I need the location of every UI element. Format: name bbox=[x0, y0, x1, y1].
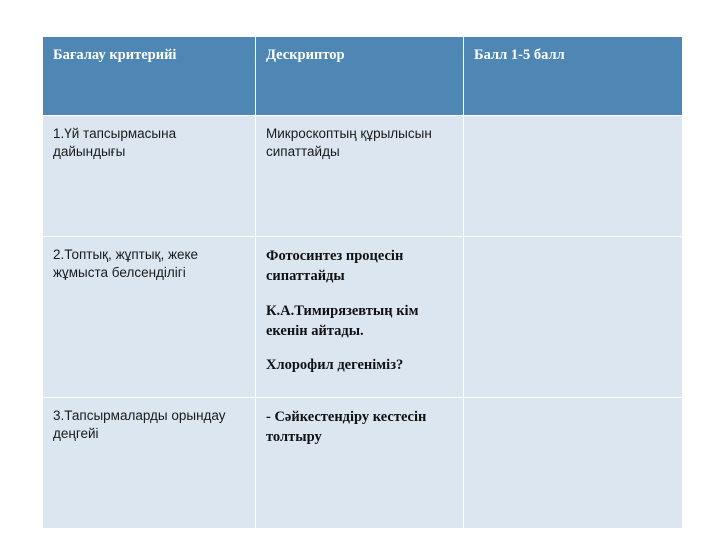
table-row bbox=[43, 398, 683, 529]
table-header-cell-score bbox=[464, 37, 683, 116]
header-label-score: Балл 1-5 балл bbox=[474, 47, 565, 63]
cell-criteria-2 bbox=[43, 237, 256, 398]
cell-descriptor-1 bbox=[256, 116, 464, 237]
cell-score-1 bbox=[464, 116, 683, 237]
header-label-descriptor: Дескриптор bbox=[266, 47, 345, 63]
table-header-cell-descriptor bbox=[256, 37, 464, 116]
cell-score-3 bbox=[464, 398, 683, 529]
criteria-text-2: 2.Топтық, жұптық, жеке жұмыста белсенділігі bbox=[53, 247, 199, 281]
criteria-text-1: 1.Үй тапсырмасына дайындығы bbox=[53, 126, 177, 160]
criteria-text-3: 3.Тапсырмаларды орындау деңгейі bbox=[53, 408, 226, 442]
descriptor-text-2-line-2: К.А.Тимирязевтың кім екенін айтады. bbox=[266, 302, 419, 339]
descriptor-text-2-line-1: Фотосинтез процесін сипаттайды bbox=[266, 248, 404, 285]
cell-score-2 bbox=[464, 237, 683, 398]
header-label-criteria: Бағалау критерийі bbox=[53, 47, 177, 63]
descriptor-text-1: Микроскоптың құрылысын сипаттайды bbox=[266, 126, 432, 160]
table-row bbox=[43, 116, 683, 237]
cell-descriptor-3 bbox=[256, 398, 464, 529]
criteria-table bbox=[42, 36, 683, 529]
cell-criteria-3 bbox=[43, 398, 256, 529]
descriptor-text-3-line-1: - Сәйкестендіру кестесін толтыру bbox=[266, 409, 427, 446]
table-row bbox=[43, 237, 683, 398]
descriptor-text-2-line-3: Хлорофил дегеніміз? bbox=[266, 357, 404, 374]
table-header-row bbox=[43, 37, 683, 116]
criteria-table-wrapper bbox=[42, 36, 682, 529]
table-header-cell-criteria bbox=[43, 37, 256, 116]
cell-descriptor-2 bbox=[256, 237, 464, 398]
cell-criteria-1 bbox=[43, 116, 256, 237]
